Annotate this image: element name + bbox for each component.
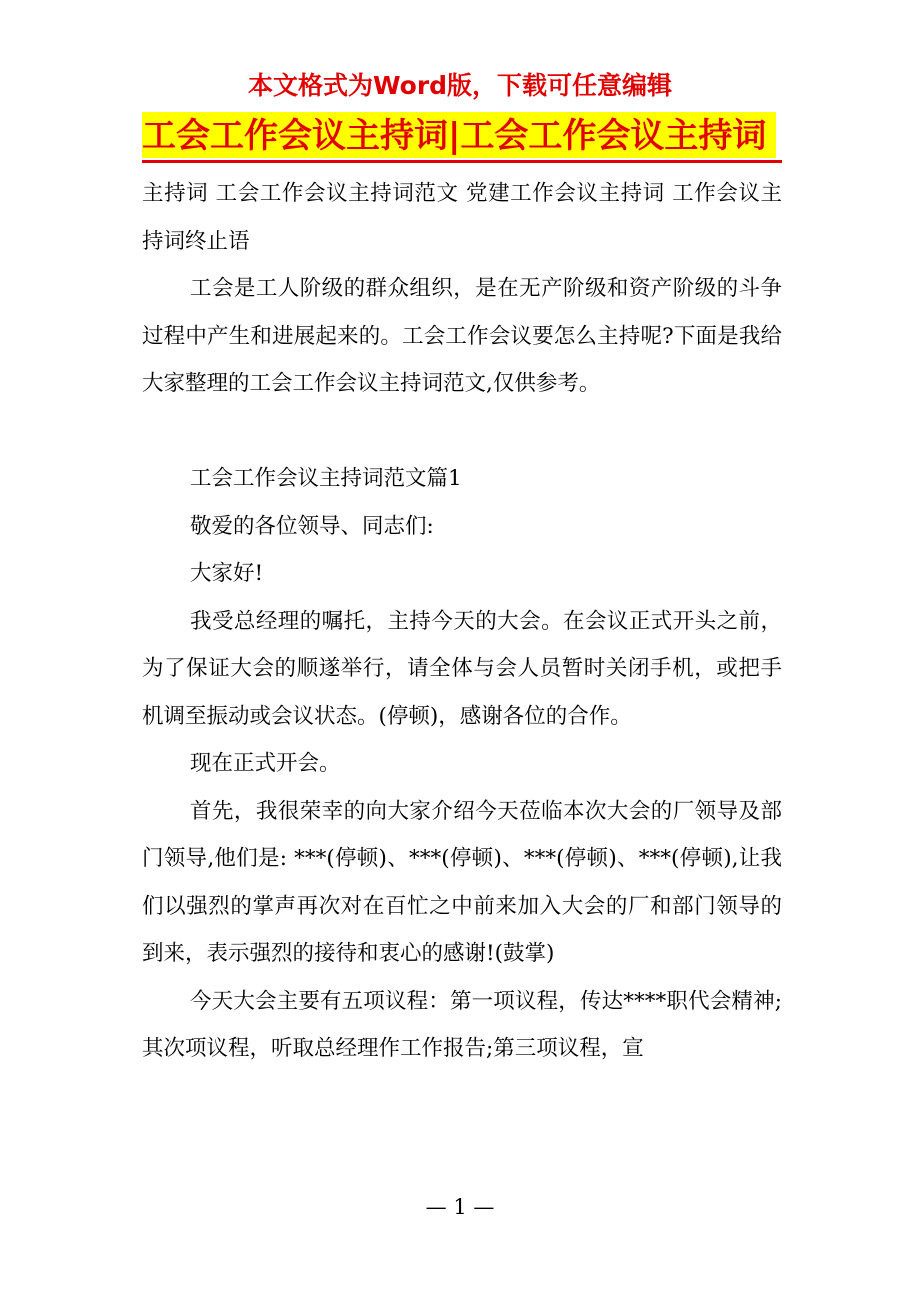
document-title: 工会工作会议主持词|工会工作会议主持词: [142, 116, 767, 156]
title-block: [142, 108, 782, 163]
keywords-line: 主持词 工会工作会议主持词范文 党建工作会议主持词 工作会议主持词终止语: [142, 181, 782, 254]
page-number: — 1 —: [425, 1195, 495, 1219]
body-paragraph: 今天大会主要有五项议程：第一项议程，传达****职代会精神;其次项议程，听取总经理作工作报告;第三项议程，宣: [142, 988, 782, 1061]
blank-line: [142, 408, 782, 456]
salutation: 敬爱的各位领导、同志们:: [190, 513, 434, 539]
body-paragraph: 我受总经理的嘱托，主持今天的大会。在会议正式开头之前，为了保证大会的顺遂举行，请全体与会人员暂时关闭手机，或把手机调至振动或会议状态。(停顿)，感谢各位的合作。: [142, 608, 782, 729]
intro-paragraph: 工会是工人阶级的群众组织，是在无产阶级和资产阶级的斗争过程中产生和进展起来的。工会工作会议要怎么主持呢?下面是我给大家整理的工会工作会议主持词范文,仅供参考。: [142, 276, 782, 396]
section-heading: 工会工作会议主持词范文篇1: [190, 466, 462, 491]
body-paragraph: 首先，我很荣幸的向大家介绍今天莅临本次大会的厂领导及部门领导,他们是: ***(停顿)、***(停顿)、***(停顿)、***(停顿),让我们以强烈的掌声再次对在百忙之中前来加入大会的厂和部门领导的到来，表示强烈的接待和衷心的感谢!(鼓掌): [142, 798, 782, 966]
body-paragraph: 现在正式开会。: [190, 751, 341, 776]
greeting: 大家好!: [190, 561, 264, 586]
document-body: [142, 170, 782, 1073]
format-notice-banner: 本文格式为Word版，下载可任意编辑: [247, 71, 673, 100]
